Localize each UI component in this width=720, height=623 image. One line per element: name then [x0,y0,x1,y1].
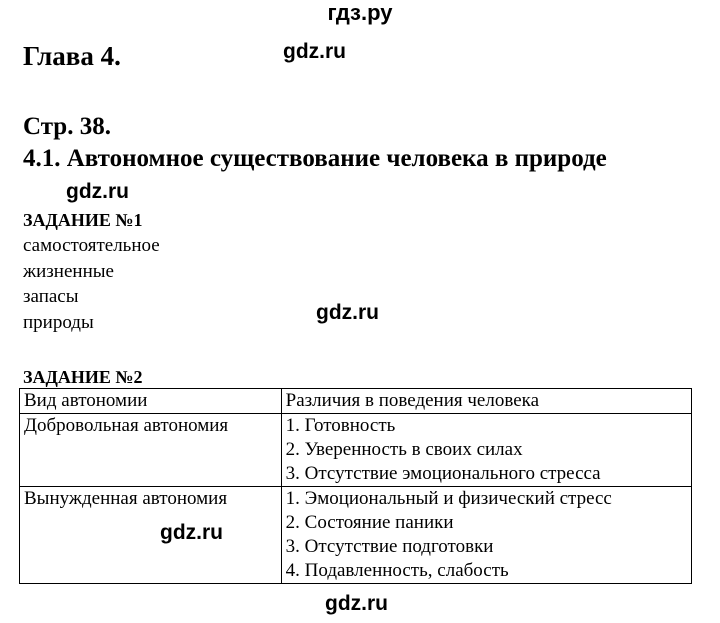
answer-item: жизненные [23,260,114,282]
chapter-title: Глава 4. [23,41,121,71]
autonomy-table [19,388,692,584]
task2-heading: ЗАДАНИЕ №2 [23,367,143,387]
answer-item: запасы [23,286,79,307]
difference-item: 3. Отсутствие эмоционального стресса [285,463,601,484]
autonomy-type-cell: Вынужденная автономия [20,487,282,584]
table-row [20,487,692,584]
table-row [20,414,692,487]
watermark: gdz.ru [325,592,388,615]
autonomy-type-cell: Добровольная автономия [20,414,282,487]
table-header-row [20,389,692,414]
task1-heading: ЗАДАНИЕ №1 [23,210,143,230]
watermark: gdz.ru [160,521,223,544]
difference-item: 1. Готовность [285,415,396,436]
watermark: gdz.ru [316,301,379,324]
page-number: Стр. 38. [23,113,111,140]
answer-item: самостоятельное [23,235,160,256]
difference-item: 1. Эмоциональный и физический стресс [285,488,612,509]
watermark: gdz.ru [66,180,129,203]
column-header: Различия в поведения человека [281,389,691,414]
column-header: Вид автономии [20,389,282,414]
differences-cell [281,487,691,584]
section-title: 4.1. Автономное существование человека в природе [23,145,607,172]
watermark: gdz.ru [283,40,346,63]
differences-cell [281,414,691,487]
answer-item: природы [23,311,94,333]
site-header: гдз.ру [327,0,393,25]
difference-item: 4. Подавленность, слабость [285,560,509,581]
difference-item: 2. Уверенность в своих силах [285,439,523,460]
difference-item: 2. Состояние паники [285,512,454,533]
difference-item: 3. Отсутствие подготовки [285,536,494,557]
task1-answer-list [23,233,160,335]
